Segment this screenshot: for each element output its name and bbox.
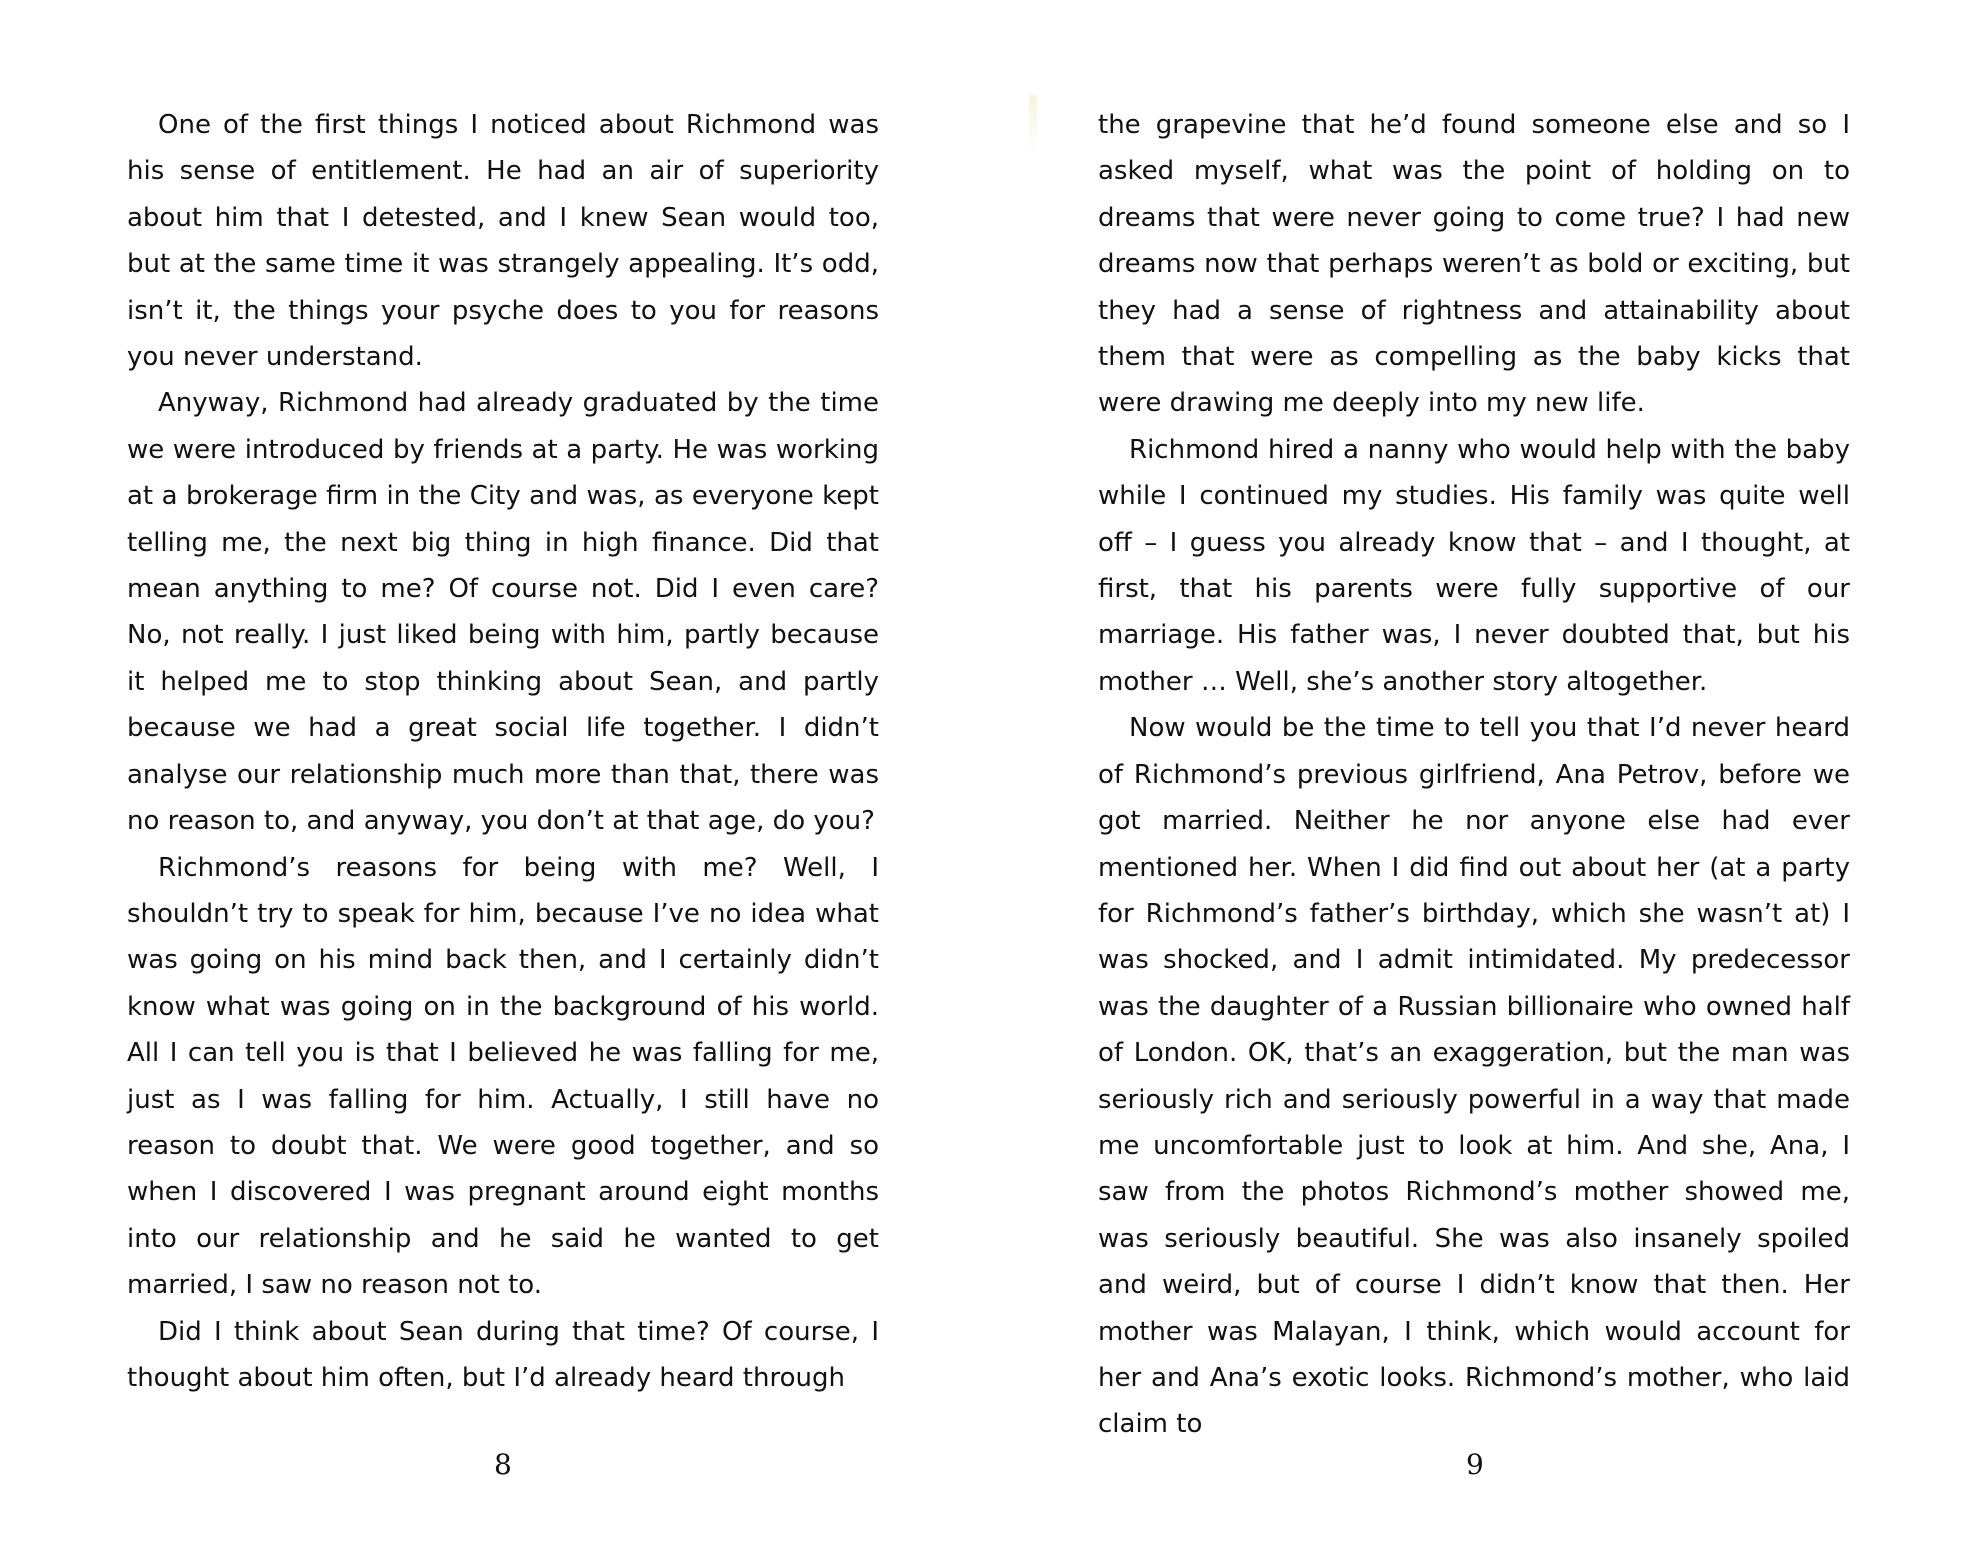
left-page-text [127, 102, 879, 1401]
paragraph-continued: the grapevine that he’d found someone else and so I asked myself, what was the point of holding on to dreams that were never going to come true? I had new dreams now that perhaps weren’t as bold or exciting, but they had a sense of rightness and attainability about them that were as compelling as the baby kicks that were drawing me deeply into my new life. [1098, 110, 1850, 419]
page-number-left: 8 [494, 1448, 512, 1481]
page-number-right: 9 [1466, 1448, 1484, 1481]
paragraph: Now would be the time to tell you that I’d never heard of Richmond’s previous girlfriend, Ana Petrov, before we got married. Neither he nor anyone else had ever mentioned her. When I did find out about her (at a party for Richmond’s father’s birthday, which she wasn’t at) I was shocked, and I admit intimidated. My predecessor was the daughter of a Russian billionaire who owned half of London. OK, that’s an exaggeration, but the man was seriously rich and seriously powerful in a way that made me uncomfortable just to look at him. And she, Ana, I saw from the photos Richmond’s mother showed me, was seriously beautiful. She was also insanely spoiled and weird, but of course I didn’t know that then. Her mother was Malayan, I think, which would account for her and Ana’s exotic looks. Richmond’s mother, who laid claim to [1098, 713, 1850, 1440]
paragraph: Richmond hired a nanny who would help with the baby while I continued my studies. His family was quite well off – I guess you already know that – and I thought, at first, that his parents were fully supportive of our marriage. His father was, I never doubted that, but his mother … Well, she’s another story altogether. [1098, 434, 1850, 697]
paragraph: Did I think about Sean during that time? Of course, I thought about him often, but I’d already heard through [127, 1316, 879, 1393]
right-page [989, 0, 1978, 1558]
paragraph: Anyway, Richmond had already graduated by the time we were introduced by friends at a party. He was working at a brokerage firm in the City and was, as everyone kept telling me, the next big thing in high finance. Did that mean anything to me? Of course not. Did I even care? No, not really. I just liked being with him, partly because it helped me to stop thinking about Sean, and partly because we had a great social life together. I didn’t analyse our relationship much more than that, there was no reason to, and anyway, you don’t at that age, do you? [127, 388, 879, 837]
paragraph: One of the first things I noticed about Richmond was his sense of entitlement. He had an air of superiority about him that I detested, and I knew Sean would too, but at the same time it was strangely appealing. It’s odd, isn’t it, the things your psyche does to you for reasons you never understand. [127, 110, 879, 373]
right-page-text [1098, 102, 1850, 1448]
paragraph: Richmond’s reasons for being with me? Well, I shouldn’t try to speak for him, because I’ve no idea what was going on his mind back then, and I certainly didn’t know what was going on in the background of his world. All I can tell you is that I believed he was falling for me, just as I was falling for him. Actually, I still have no reason to doubt that. We were good together, and so when I discovered I was pregnant around eight months into our relationship and he said he wanted to get married, I saw no reason not to. [127, 852, 879, 1301]
